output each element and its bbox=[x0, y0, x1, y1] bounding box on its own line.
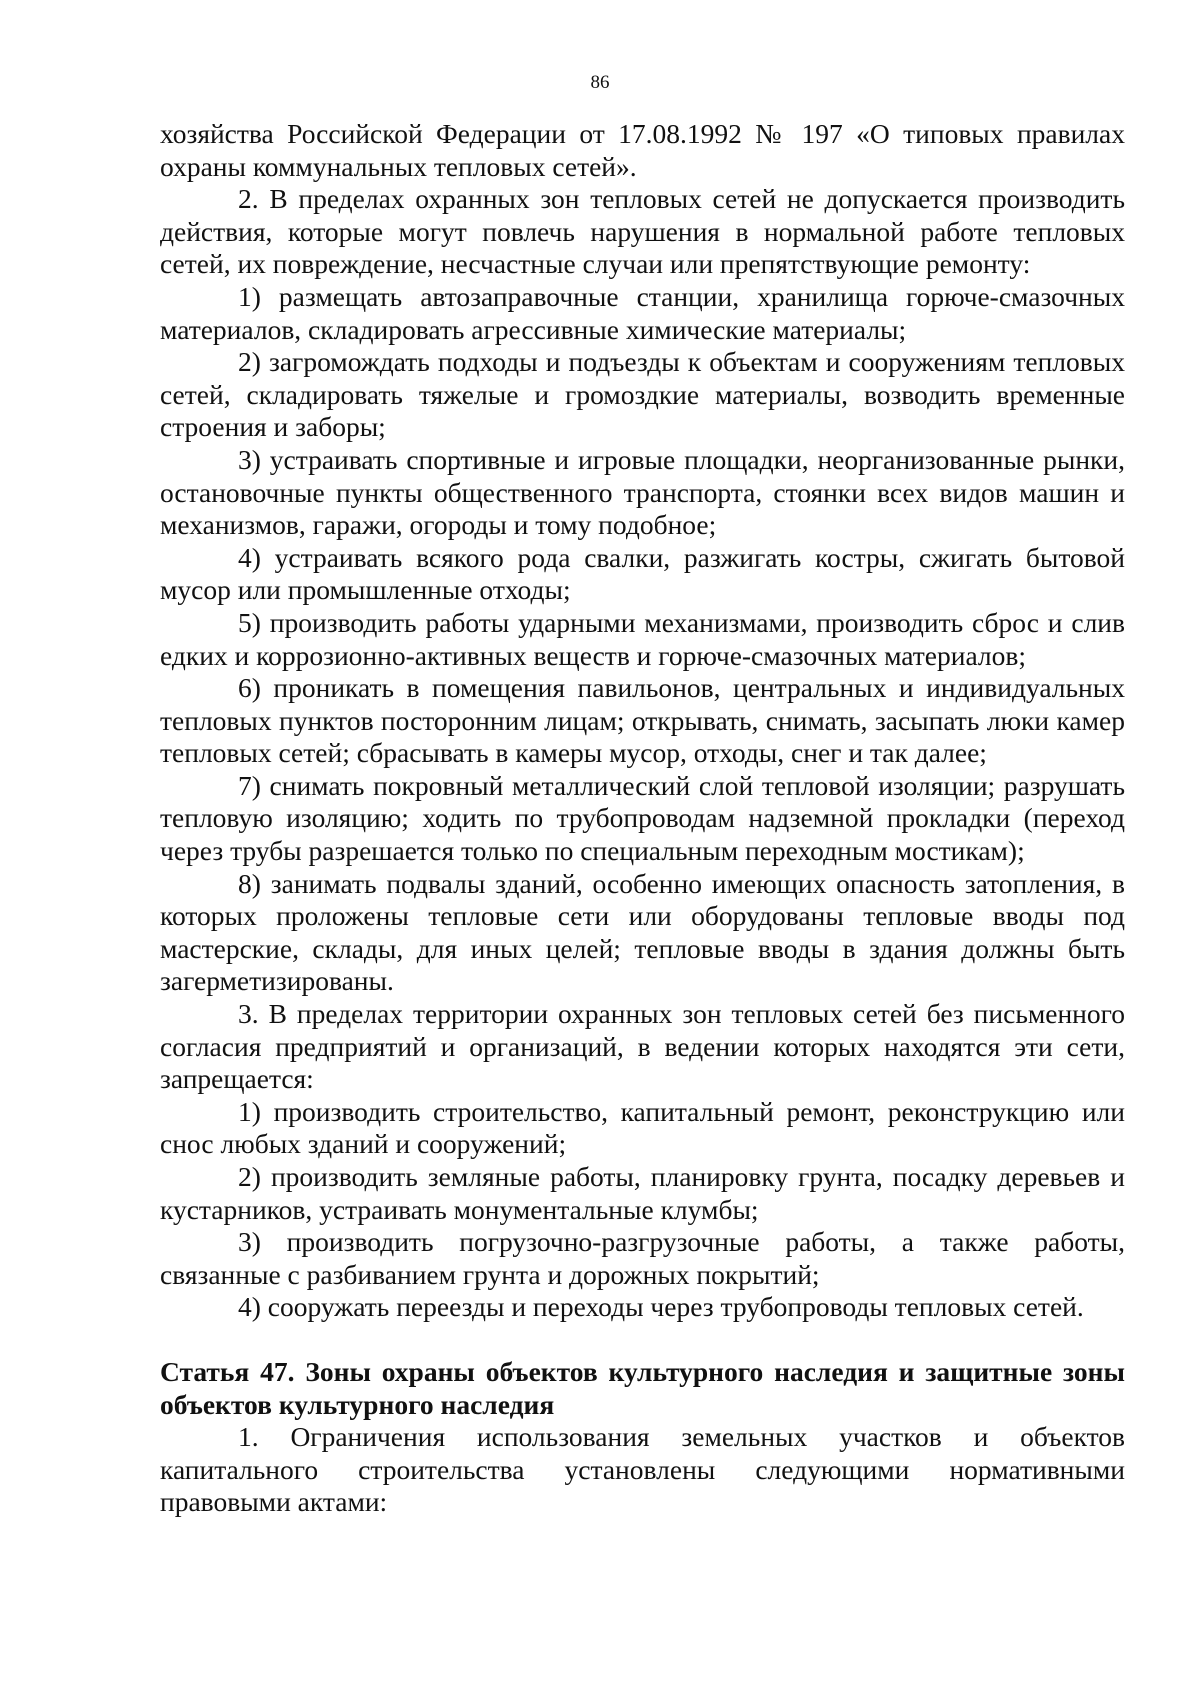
paragraph-item-3: 3. В пределах территории охранных зон тепловых сетей без письменного согласия предприятий и организаций, в ведении которых находятся эти сети, запрещается: bbox=[160, 998, 1125, 1095]
paragraph-continuation: хозяйства Российской Федерации от 17.08.1992 № 197 «О типовых правилах охраны коммунальных тепловых сетей». bbox=[160, 118, 1125, 182]
paragraph-item-3-subitem-4: 4) сооружать переезды и переходы через трубопроводы тепловых сетей. bbox=[238, 1291, 1084, 1323]
paragraph-subitem-5: 5) производить работы ударными механизмами, производить сброс и слив едких и коррозионно-активных веществ и горюче-смазочных материалов; bbox=[160, 606, 1125, 671]
paragraph-subitem-1: 1) размещать автозаправочные станции, хранилища горюче-смазочных материалов, складировать агрессивные химические материалы; bbox=[160, 280, 1125, 345]
paragraph-item-2: 2. В пределах охранных зон тепловых сетей не допускается производить действия, которые могут повлечь нарушения в нормальной работе тепловых сетей, их повреждение, несчастные случаи или препятствующие ремонту: bbox=[160, 183, 1125, 280]
paragraph-subitem-8: 8) занимать подвалы зданий, особенно имеющих опасность затопления, в которых проложены тепловые сети или оборудованы тепловые вводы под мастерские, склады, для иных целей; тепловые вводы в здания должны быть загерметизированы. bbox=[160, 867, 1125, 997]
article-heading: Статья 47. Зоны охраны объектов культурного наследия и защитные зоны объектов культурного наследия bbox=[160, 1355, 1125, 1420]
paragraph-subitem-6: 6) проникать в помещения павильонов, центральных и индивидуальных тепловых пунктов посторонним лицам; открывать, снимать, засыпать люки камер тепловых сетей; сбрасывать в камеры мусор, отходы, снег и так далее; bbox=[160, 672, 1125, 769]
paragraph-subitem-7: 7) снимать покровный металлический слой тепловой изоляции; разрушать тепловую изоляцию; ходить по трубопроводам надземной прокладки (переход через трубы разрешается только по специальным переходным мостикам); bbox=[160, 769, 1125, 867]
paragraph-subitem-3: 3) устраивать спортивные и игровые площадки, неорганизованные рынки, остановочные пункты общественного транспорта, стоянки всех видов машин и механизмов, гаражи, огороды и тому подобное; bbox=[160, 443, 1125, 541]
paragraph-subitem-2: 2) загромождать подходы и подъезды к объектам и сооружениям тепловых сетей, складировать тяжелые и громоздкие материалы, возводить временные строения и заборы; bbox=[160, 346, 1125, 443]
page-number: 86 bbox=[590, 72, 610, 93]
paragraph-item-3-subitem-3: 3) производить погрузочно-разгрузочные работы, а также работы, связанные с разбиванием грунта и дорожных покрытий; bbox=[160, 1226, 1125, 1290]
document-body bbox=[160, 118, 1125, 1519]
paragraph-item-3-subitem-1: 1) производить строительство, капитальный ремонт, реконструкцию или снос любых зданий и сооружений; bbox=[160, 1095, 1125, 1160]
article-paragraph-1: 1. Ограничения использования земельных участков и объектов капитального строительства установлены следующими нормативными правовыми актами: bbox=[160, 1421, 1125, 1518]
paragraph-subitem-4: 4) устраивать всякого рода свалки, разжигать костры, сжигать бытовой мусор или промышленные отходы; bbox=[160, 541, 1125, 606]
paragraph-item-3-subitem-2: 2) производить земляные работы, планировку грунта, посадку деревьев и кустарников, устраивать монументальные клумбы; bbox=[160, 1161, 1125, 1225]
